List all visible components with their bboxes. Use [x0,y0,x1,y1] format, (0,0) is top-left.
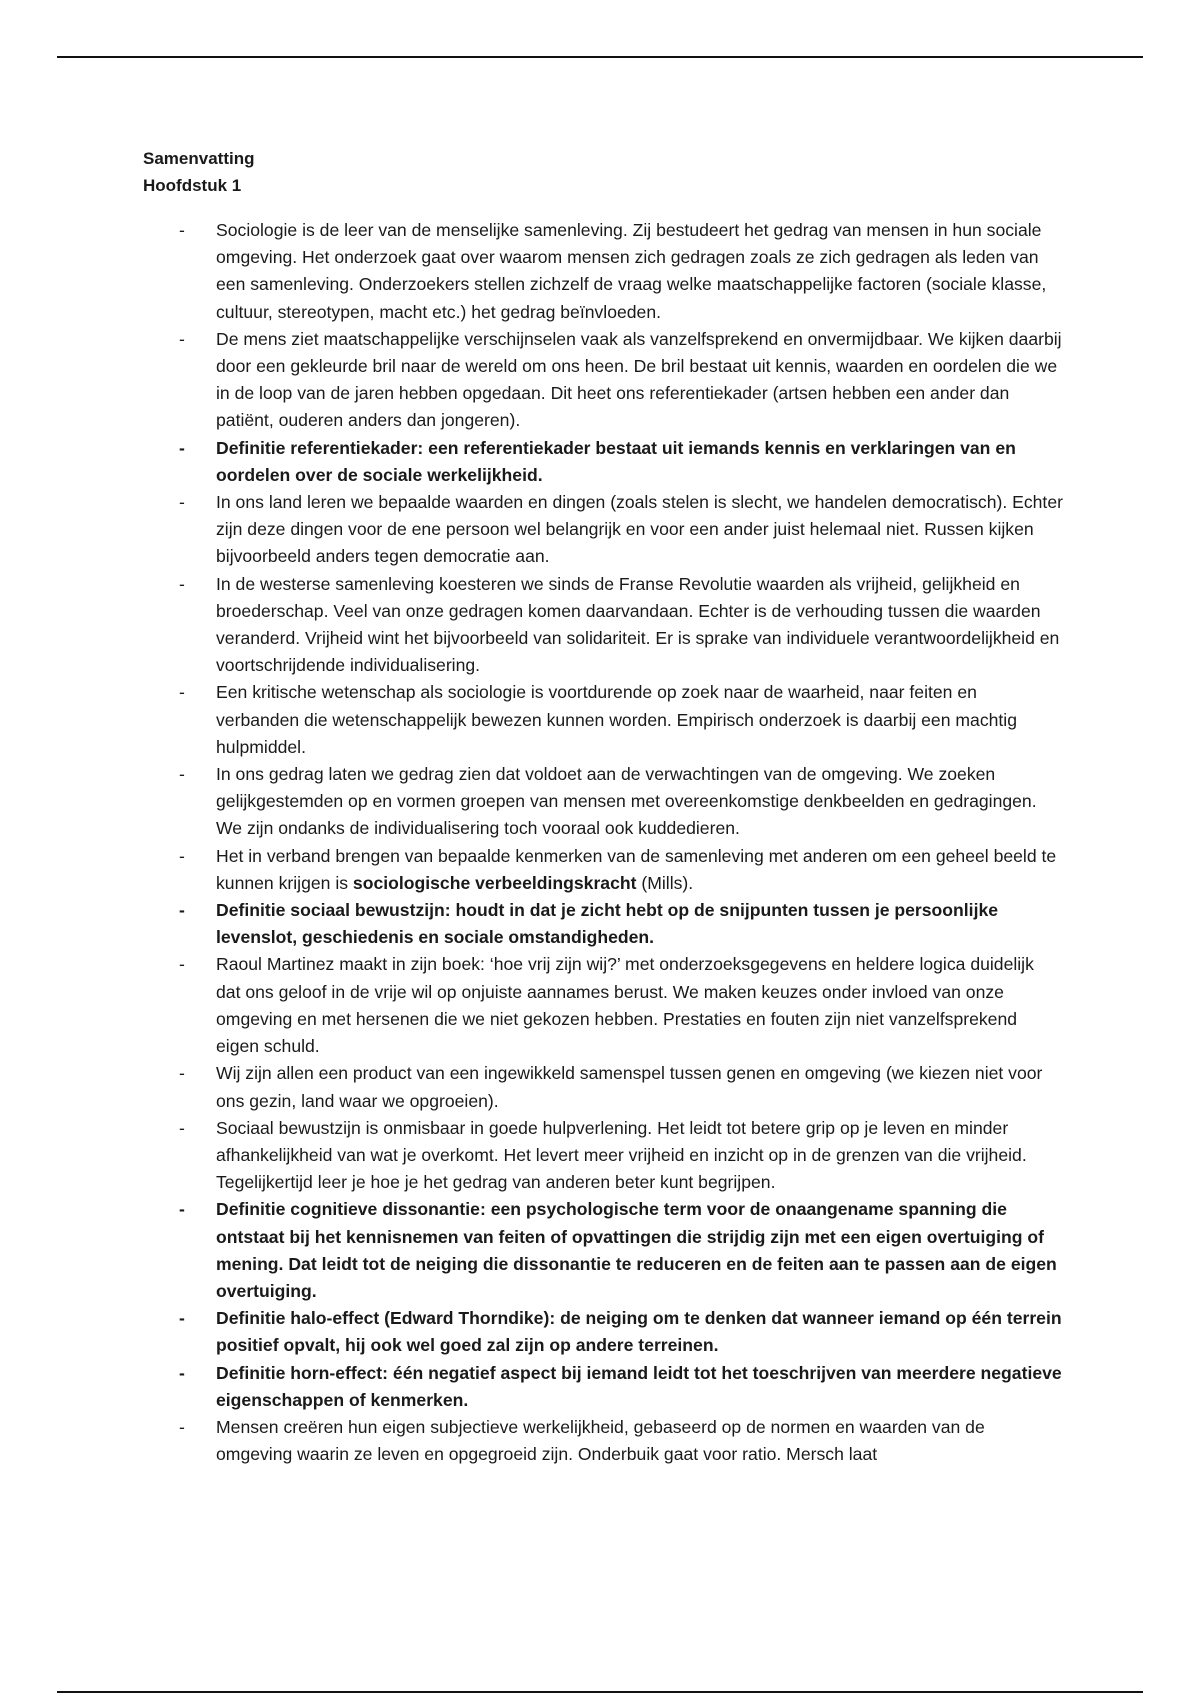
bullet-dash: - [179,1063,185,1084]
bullet-dash: - [179,845,185,866]
list-item [143,571,1063,680]
list-item-text: In ons land leren we bepaalde waarden en dingen (zoals stelen is slecht, we handelen democratisch). Echter zijn deze dingen voor de ene persoon wel belangrijk en voor een ander juist helemaal niet. Russen kijken bijvoorbeeld anders tegen democratie aan. [216,492,1063,567]
list-item [143,761,1063,843]
bullet-dash: - [179,954,185,975]
header-rule [57,56,1143,58]
summary-list [143,217,1063,1468]
bullet-dash: - [179,764,185,785]
list-item-text: Het in verband brengen van bepaalde kenmerken van de samenleving met anderen om een geheel beeld te kunnen krijgen is [216,845,1057,893]
list-item-text: Definitie horn-effect: één negatief aspect bij iemand leidt tot het toeschrijven van meerdere negatieve eigenschappen of kenmerken. [216,1362,1062,1410]
list-item [143,1115,1063,1197]
list-item-text: Raoul Martinez maakt in zijn boek: ‘hoe vrij zijn wij?’ met onderzoeksgegevens en heldere logica duidelijk dat ons geloof in de vrije wil op onjuiste aannames berust. We maken keuzes onder invloed van onze omgeving en met hersenen die we niet gekozen hebben. Prestaties en fouten zijn niet vanzelfsprekend eigen schuld. [216,954,1034,1057]
bullet-dash: - [179,1362,185,1383]
page-content [143,145,1063,1468]
definition-item [143,897,1063,951]
chapter-heading: Hoofdstuk 1 [143,176,242,195]
list-item [143,1060,1063,1114]
list-item-text: Mensen creëren hun eigen subjectieve werkelijkheid, gebaseerd op de normen en waarden van de omgeving waarin ze leven en opgegroeid zijn. Onderbuik gaat voor ratio. Mersch laat [216,1416,985,1465]
bullet-dash: - [179,1308,185,1329]
list-item-text: Definitie cognitieve dissonantie: een psychologische term voor de onaangename spanning die ontstaat bij het kennisnemen van feiten of opvattingen die strijdig zijn met een eigen overtuiging of mening. Dat leidt tot de neiging die dissonantie te reduceren en de feiten aan te passen aan de eigen overtuiging. [216,1199,1057,1301]
list-item [143,679,1063,761]
list-item-text: Wij zijn allen een product van een ingewikkeld samenspel tussen genen en omgeving (we kiezen niet voor ons gezin, land waar we opgroeien). [216,1063,1043,1111]
list-item [143,1414,1063,1468]
list-item [143,217,1063,326]
bullet-dash: - [179,682,185,703]
list-item-text: Definitie referentiekader: een referentiekader bestaat uit iemands kennis en verklaringen van en oordelen over de sociale werkelijkheid. [216,437,1016,485]
list-item-text: Definitie sociaal bewustzijn: houdt in dat je zicht hebt op de snijpunten tussen je persoonlijke levenslot, geschiedenis en sociale omstandigheden. [216,900,999,948]
definition-item [143,1196,1063,1305]
list-item-text: De mens ziet maatschappelijke verschijnselen vaak als vanzelfsprekend en onvermijdbaar. We kijken daarbij door een gekleurde bril naar de wereld om ons heen. De bril bestaat uit kennis, waarden en oordelen die we in de loop van de jaren hebben opgedaan. Dit heet ons referentiekader (artsen hebben een ander dan patiënt, ouderen anders dan jongeren). [216,328,1062,431]
bullet-dash: - [179,1416,185,1437]
bullet-dash: - [179,900,185,921]
definition-item [143,1305,1063,1359]
list-item [143,843,1063,897]
definition-item [143,435,1063,489]
definition-item [143,1360,1063,1414]
bullet-dash: - [179,1199,185,1220]
bullet-dash: - [179,328,185,349]
list-item [143,951,1063,1060]
bullet-dash: - [179,492,185,513]
list-item-text: Definitie halo-effect (Edward Thorndike): de neiging om te denken dat wanneer iemand op één terrein positief opvalt, hij ook wel goed zal zijn op andere terreinen. [216,1308,1062,1356]
list-item-text: (Mills). [636,872,694,893]
list-item [143,326,1063,435]
list-item-text: Een kritische wetenschap als sociologie is voortdurende op zoek naar de waarheid, naar feiten en verbanden die wetenschappelijk bewezen kunnen worden. Empirisch onderzoek is daarbij een machtig hulpmiddel. [216,682,1017,757]
list-item-text: Sociaal bewustzijn is onmisbaar in goede hulpverlening. Het leidt tot betere grip op je leven en minder afhankelijkheid van wat je overkomt. Het levert meer vrijheid en inzicht op in de grenzen van die vrijheid. Tegelijkertijd leer je hoe je het gedrag van anderen beter kunt begrijpen. [216,1117,1027,1193]
list-item-text: Sociologie is de leer van de menselijke samenleving. Zij bestudeert het gedrag van mensen in hun sociale omgeving. Het onderzoek gaat over waarom mensen zich gedragen zoals ze zich gedragen als leden van een samenleving. Onderzoekers stellen zichzelf de vraag welke maatschappelijke factoren (sociale klasse, cultuur, stereotypen, macht etc.) het gedrag beïnvloeden. [216,220,1047,322]
list-item-text: In ons gedrag laten we gedrag zien dat voldoet aan de verwachtingen van de omgeving. We zoeken gelijkgestemden op en vormen groepen van mensen met overeenkomstige denkbeelden en gedragingen. We zijn ondanks de individualisering toch vooraal ook kuddedieren. [216,764,1037,839]
list-item [143,489,1063,571]
key-term: sociologische verbeeldingskracht [352,872,637,893]
bullet-dash: - [179,220,185,240]
list-item-text: In de westerse samenleving koesteren we sinds de Franse Revolutie waarden als vrijheid, gelijkheid en broederschap. Veel van onze gedragen komen daarvandaan. Echter is de verhouding tussen die waarden veranderd. Vrijheid wint het bijvoorbeeld van solidariteit. Er is sprake van individuele verantwoordelijkheid en voortschrijdende individualisering. [216,573,1060,676]
document-title: Samenvatting [143,149,255,168]
bullet-dash: - [179,573,185,594]
footer-rule [57,1691,1143,1693]
bullet-dash: - [179,1117,185,1138]
bullet-dash: - [179,437,185,458]
